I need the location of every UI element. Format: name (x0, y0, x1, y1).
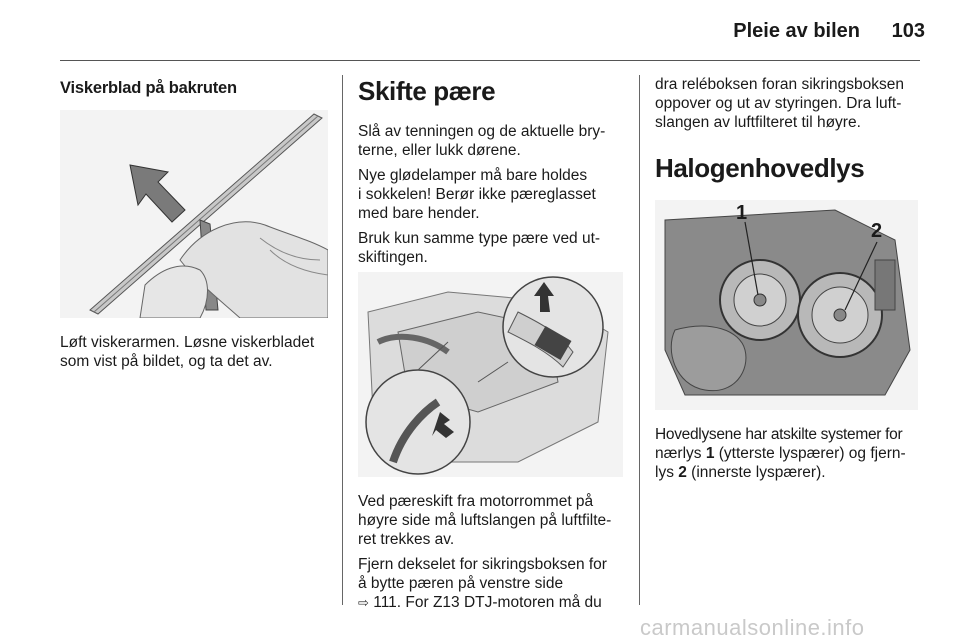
cap-l3c: (innerste lyspærer). (686, 464, 826, 481)
para5-line-1: Fjern dekselet for sikringsboksen for (358, 556, 607, 573)
column-bulb-change (358, 75, 624, 267)
para3-line-2: skiftingen. (358, 248, 428, 266)
wiper-caption (60, 333, 335, 371)
headlight-label-1: 1 (736, 202, 748, 224)
cap-l2c: (ytterste lyspærer) og fjern- (714, 445, 906, 462)
section-heading-wiper: Viskerblad på bakruten (60, 79, 237, 97)
section-heading-bulb: Skifte pære (358, 76, 496, 106)
cap-l2b: 1 (705, 445, 715, 462)
column-wiper (60, 75, 328, 98)
para4-line-3: ret trekkes av. (358, 531, 455, 548)
col3-top-line-3: slangen av luftfilteret til høyre. (655, 114, 861, 131)
page-number: 103 (891, 20, 925, 42)
column-divider-1 (342, 75, 343, 605)
column-divider-2 (639, 75, 640, 605)
para2-line-1: Nye glødelamper må bare holdes (358, 166, 588, 184)
col3-top-line-2: oppover og ut av styringen. Dra luft- (655, 95, 902, 112)
para1-line-1: Slå av tenningen og de aktuelle bry- (358, 122, 606, 140)
header-divider (60, 60, 920, 61)
watermark-text: carmanualsonline.info (640, 615, 865, 640)
headlight-caption-line-1: Hovedlysene har atskilte systemer for (655, 426, 903, 443)
cap-l3a: lys (655, 464, 679, 481)
arrow-reference-icon: ⇨ (358, 595, 369, 610)
column2-lower-text (358, 492, 633, 612)
para5-ref-text: 111. For Z13 DTJ-motoren må du (373, 594, 602, 611)
para5-line-3 (358, 593, 633, 612)
section-heading-halogen: Halogenhovedlys (655, 153, 865, 183)
cap-l3b: 2 (678, 464, 687, 481)
headlight-caption (655, 425, 945, 482)
para4-line-2: høyre side må luftslangen på luftfilte- (358, 512, 612, 529)
para4-line-1: Ved pæreskift fra motorrommet på (358, 493, 594, 510)
headlight-caption-line-2 (655, 444, 945, 463)
para3-line-1: Bruk kun samme type pære ved ut- (358, 229, 601, 247)
headlight-label-2: 2 (871, 220, 883, 242)
engine-bay-illustration (358, 272, 623, 477)
column-halogen (655, 75, 925, 183)
para1-line-2: terne, eller lukk dørene. (358, 141, 521, 159)
para2-line-2: i sokkelen! Berør ikke pæreglasset (358, 185, 596, 203)
cap-l2a: nærlys (655, 445, 706, 462)
col3-top-line-1: dra reléboksen foran sikringsboksen (655, 76, 904, 93)
wiper-illustration (60, 110, 328, 318)
headlight-caption-line-3 (655, 463, 945, 482)
wiper-caption-line-1: Løft viskerarmen. Løsne viskerbladet (60, 334, 315, 351)
wiper-caption-line-2: som vist på bildet, og ta det av. (60, 353, 273, 370)
para5-line-2: å bytte pæren på venstre side (358, 575, 564, 592)
headlight-illustration (655, 200, 918, 410)
page-header-title: Pleie av bilen (733, 20, 860, 42)
para2-line-3: med bare hender. (358, 204, 480, 222)
